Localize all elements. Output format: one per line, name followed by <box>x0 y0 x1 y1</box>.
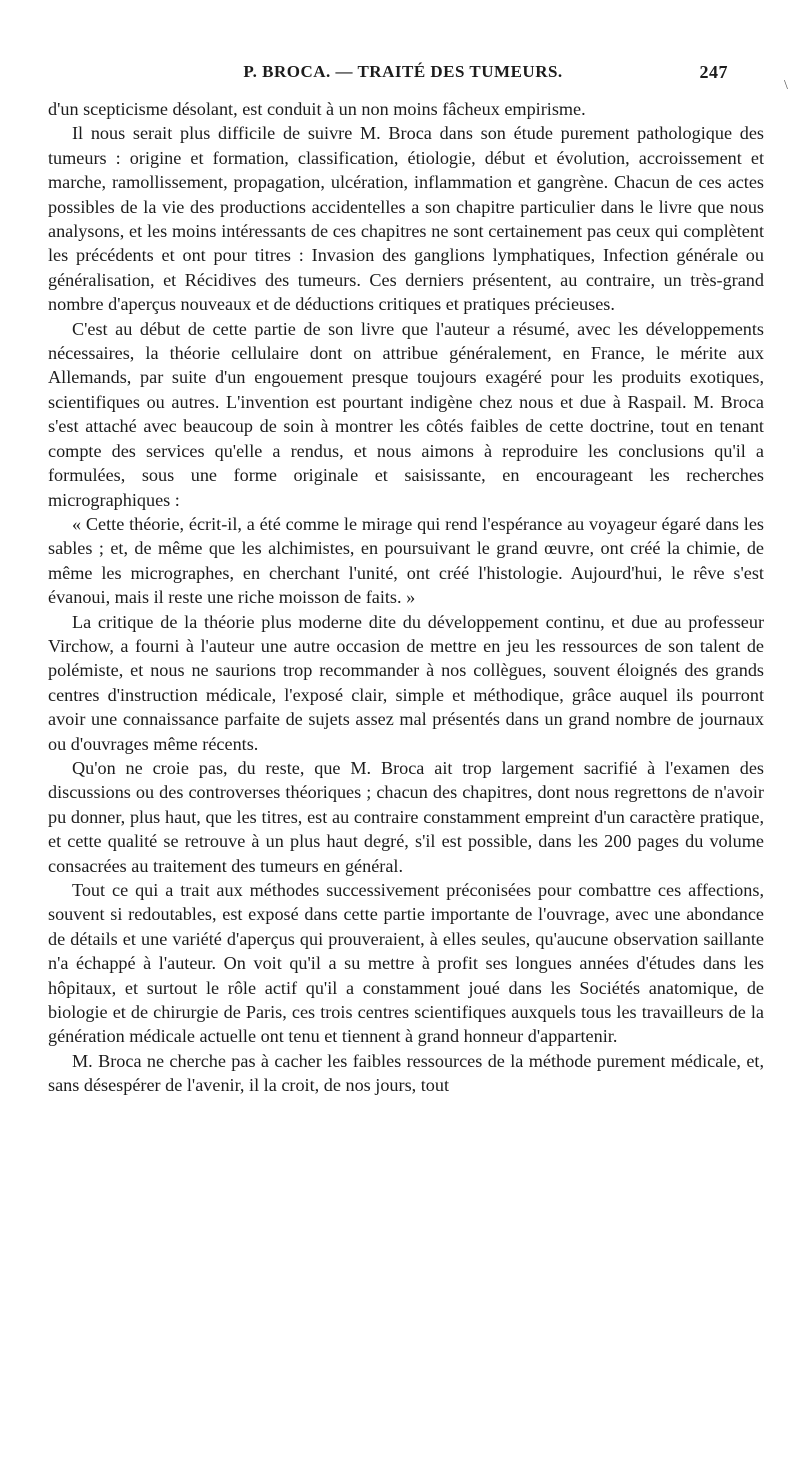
margin-tick: \ <box>784 78 788 93</box>
running-header <box>78 62 728 88</box>
paragraph-virchow-critique: La critique de la théorie plus moderne dite du développement continu, et due au professeur Virchow, a fourni à l'auteur une autre occasion de mettre en jeu les ressources de son talent de polémiste, et nous ne saurions trop recommander à nos collègues, souvent éloignés des grands centres d'instruction médicale, l'exposé clair, simple et méthodique, grâce auquel ils pourront avoir une connaissance parfaite de sujets assez mal présentés dans un grand nombre de journaux ou d'ouvrages même récents. <box>48 611 764 754</box>
paragraph-practical-character: Qu'on ne croie pas, du reste, que M. Broca ait trop largement sacrifié à l'examen des discussions ou des controverses théoriques ; chacun des chapitres, dont nous regrettons de n'avoir pu donner, plus haut, que les titres, est au contraire constamment empreint d'un caractère pratique, et cette qualité se retrouve à un plus haut degré, s'il est possible, dans les 200 pages du volume consacrées au traitement des tumeurs en général. <box>48 757 764 876</box>
paragraph-quotation: « Cette théorie, écrit-il, a été comme le mirage qui rend l'espérance au voyageur égaré dans les sables ; et, de même que les alchimistes, en poursuivant le grand œuvre, ont créé la chimie, de même les micrographes, en cherchant l'unité, ont créé l'histologie. Aujourd'hui, le rêve s'est évanoui, mais il reste une riche moisson de faits. » <box>48 513 764 608</box>
paragraph-pathology: Il nous serait plus difficile de suivre M. Broca dans son étude purement pathologique des tumeurs : origine et formation, classification, étiologie, début et évolution, accroissement et marche, ramollissement, propagation, ulcération, inflammation et gangrène. Chacun de ces actes possibles de la vie des productions accidentelles a son chapitre particulier dans le livre que nous analysons, et les moins intéressants de ces chapitres ne sont certainement pas ceux qui complètent les précédents et ont pour titres : Invasion des ganglions lymphatiques, Infection générale ou généralisation, et Récidives des tumeurs. Ces derniers présentent, au contraire, un très-grand nombre d'aperçus nouveaux et de déductions critiques et pratiques précieuses. <box>48 123 764 315</box>
paragraph-continuation: d'un scepticisme désolant, est conduit à un non moins fâcheux empirisme. <box>48 99 586 119</box>
paragraph-cell-theory: C'est au début de cette partie de son livre que l'auteur a résumé, avec les développements nécessaires, la théorie cellulaire dont on attribue généralement, en France, le mérite aux Allemands, par suite d'un engouement presque toujours exagéré pour les produits exotiques, scientifiques ou autres. L'invention est pourtant indigène chez nous et due à Raspail. M. Broca s'est attaché avec beaucoup de soin à montrer les côtés faibles de cette doctrine, tout en tenant compte des services qu'elle a rendus, et nous aimons à reproduire les conclusions qu'il a formulées, sous une forme originale et saisissante, en encourageant les recherches micrographiques : <box>48 318 764 510</box>
page-body <box>48 97 764 1098</box>
running-title: P. BROCA. — TRAITÉ DES TUMEURS. <box>243 62 563 81</box>
paragraph-medical-method: M. Broca ne cherche pas à cacher les faibles ressources de la méthode purement médicale, et, sans désespérer de l'avenir, il la croit, de nos jours, tout <box>48 1050 764 1096</box>
page-number: 247 <box>699 62 728 82</box>
paragraph-treatment-methods: Tout ce qui a trait aux méthodes successivement préconisées pour combattre ces affections, souvent si redoutables, est exposé dans cette partie importante de l'ouvrage, avec une abondance de détails et une variété d'aperçus qui prouveraient, à elles seules, qu'aucune observation saillante n'a échappé à l'auteur. On voit qu'il a su mettre à profit ses longues années d'études dans les hôpitaux, et surtout le rôle actif qu'il a constamment joué dans les Sociétés anatomique, de biologie et de chirurgie de Paris, ces trois centres scientifiques auxquels tous les travailleurs de la génération médicale actuelle ont tenu et tiennent à grand honneur d'appartenir. <box>48 880 764 1047</box>
